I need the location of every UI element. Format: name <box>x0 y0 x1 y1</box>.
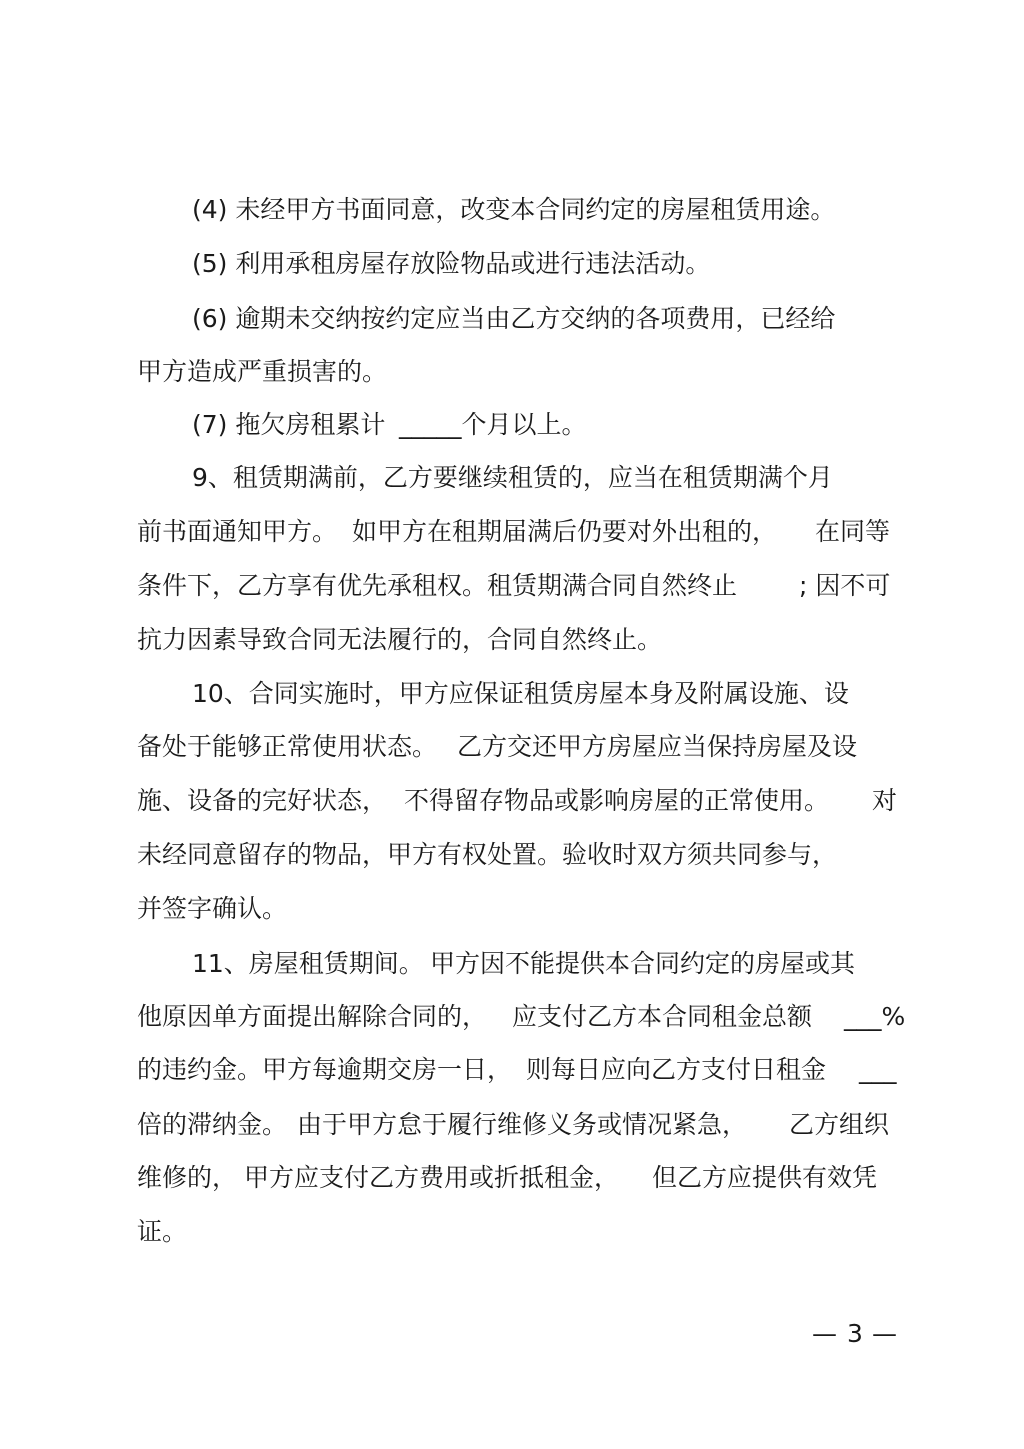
text-line <box>0 190 1024 230</box>
text-line <box>0 352 1024 392</box>
text-line <box>0 620 1024 660</box>
text-segment: 前书面通知甲方。 <box>137 517 338 546</box>
text-line <box>0 889 1024 929</box>
text-segment: (5) 利用承租房屋存放险物品或进行违法活动。 <box>192 249 711 278</box>
text-segment: _____个月以上。 <box>399 410 587 439</box>
text-segment: 甲方造成严重损害的。 <box>137 357 388 386</box>
text-segment: 在同等 <box>815 517 891 546</box>
text-segment: 应支付乙方本合同租金总额 <box>512 1002 813 1031</box>
text-segment: 他原因单方面提出解除合同的， <box>137 1002 488 1031</box>
text-line <box>0 299 1024 339</box>
text-segment: 倍的滞纳金。 <box>137 1110 288 1139</box>
text-line <box>0 781 1024 821</box>
text-segment: 备处于能够正常使用状态。 <box>137 732 438 761</box>
text-segment: 不得留存物品或影响房屋的正常使用。 <box>404 786 830 815</box>
text-segment: 甲方应支付乙方费用或折抵租金， <box>244 1163 620 1192</box>
text-line <box>0 674 1024 714</box>
text-segment: 对 <box>872 786 898 815</box>
text-segment: 证。 <box>137 1217 188 1246</box>
text-line <box>0 944 1024 984</box>
text-line <box>0 835 1024 875</box>
text-line <box>0 405 1024 445</box>
text-segment: 乙方交还甲方房屋应当保持房屋及设 <box>457 732 858 761</box>
text-segment: 并签字确认。 <box>137 894 288 923</box>
footer-dash-left: — <box>812 1319 837 1348</box>
text-segment: 施、设备的完好状态， <box>137 786 388 815</box>
text-line <box>0 244 1024 284</box>
text-line <box>0 727 1024 767</box>
text-line <box>0 458 1024 498</box>
text-segment: ___ <box>859 1055 897 1084</box>
text-segment: 条件下，乙方享有优先承租权。租赁期满合同自然终止 <box>137 571 738 600</box>
text-segment: ___% <box>844 1002 906 1031</box>
page-number: 3 <box>847 1319 863 1348</box>
footer-dash-right: — <box>872 1319 897 1348</box>
text-segment: 的违约金。甲方每逾期交房一日， <box>137 1055 513 1084</box>
text-segment: 但乙方应提供有效凭 <box>652 1163 878 1192</box>
text-segment: (6) 逾期未交纳按约定应当由乙方交纳的各项费用，已经给 <box>192 304 836 333</box>
text-segment: 由于甲方怠于履行维修义务或情况紧急， <box>297 1110 748 1139</box>
text-line <box>0 997 1024 1037</box>
text-segment: 9、租赁期满前，乙方要继续租赁的，应当在租赁期满个月 <box>192 463 833 492</box>
text-segment: 如甲方在租期届满后仍要对外出租的， <box>352 517 778 546</box>
page-number-footer <box>812 1316 902 1352</box>
text-segment: 11、房屋租赁期间。 <box>192 949 424 978</box>
text-segment: 甲方因不能提供本合同约定的房屋或其 <box>430 949 856 978</box>
text-segment: 10、合同实施时，甲方应保证租赁房屋本身及附属设施、设 <box>192 679 849 708</box>
text-segment: 抗力因素导致合同无法履行的，合同自然终止。 <box>137 625 663 654</box>
text-segment: 则每日应向乙方支付日租金 <box>526 1055 827 1084</box>
text-line <box>0 566 1024 606</box>
text-segment: ; 因不可 <box>799 571 891 600</box>
text-line <box>0 1050 1024 1090</box>
text-segment: (4) 未经甲方书面同意，改变本合同约定的房屋租赁用途。 <box>192 195 836 224</box>
text-line <box>0 512 1024 552</box>
text-line <box>0 1212 1024 1252</box>
text-segment: (7) 拖欠房租累计 <box>192 410 386 439</box>
text-segment: 未经同意留存的物品，甲方有权处置。验收时双方须共同参与， <box>137 840 838 869</box>
text-segment: 维修的， <box>137 1163 238 1192</box>
text-line <box>0 1105 1024 1145</box>
text-line <box>0 1158 1024 1198</box>
text-segment: 乙方组织 <box>789 1110 890 1139</box>
